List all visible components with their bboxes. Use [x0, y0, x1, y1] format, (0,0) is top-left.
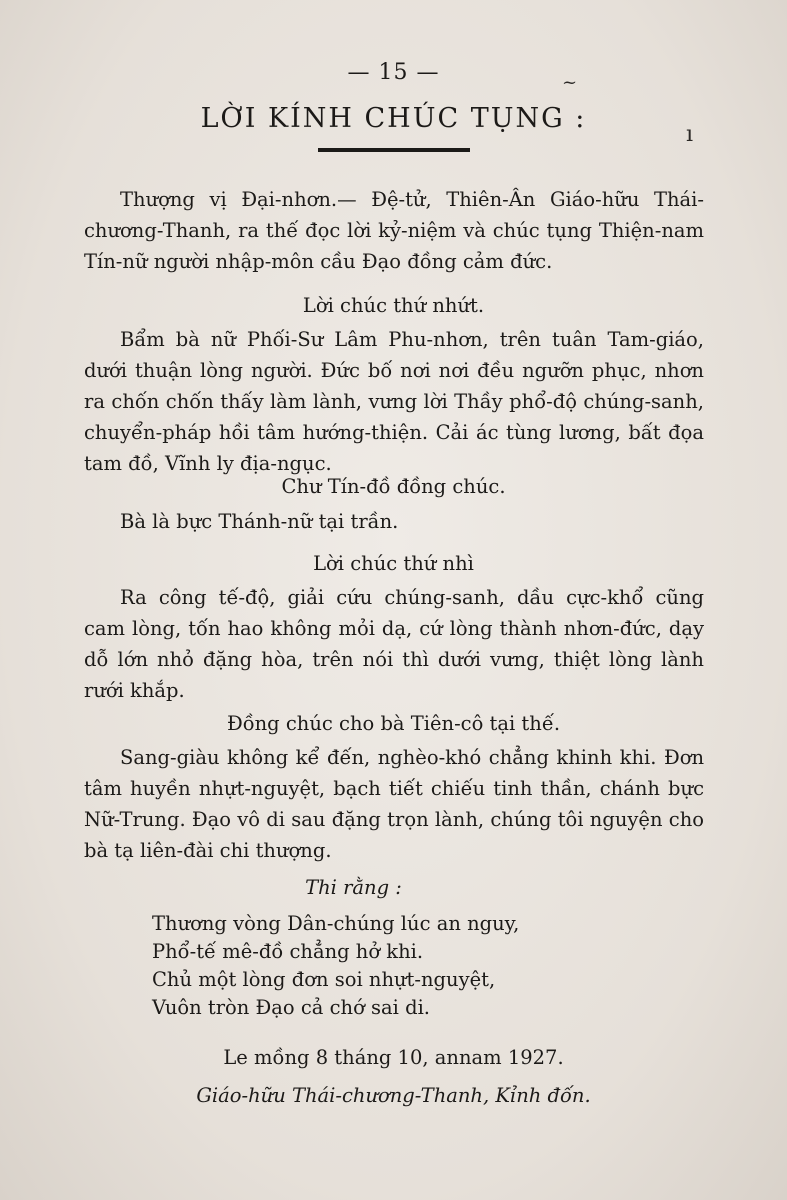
poem-line: Phổ-tế mê-đồ chẳng hở khi. — [152, 940, 424, 963]
section2-body: Ra công tế-độ, giải cứu chúng-sanh, dầu cực-khổ cũng cam lòng, tốn hao không mỏi dạ, cứ lòng thành nhơn-đức, dạy dỗ lớn nhỏ đặng hòa, trên nói thì dưới vưng, thiệt lòng lành rưới khắp. — [84, 586, 704, 702]
chorus-body: Bà là bực Thánh-nữ tại trần. — [120, 510, 399, 533]
intro-paragraph: Thượng vị Đại-nhơn.— Đệ-tử, Thiên-Ân Giáo-hữu Thái-chương-Thanh, ra thế đọc lời kỷ-niệm và chúc tụng Thiện-nam Tín-nữ người nhập-môn cầu Đạo đồng cảm đức. — [84, 188, 704, 273]
page-title: LỜI KÍNH CHÚC TỤNG : — [200, 103, 587, 134]
stray-mark: ı — [686, 122, 694, 147]
poem-line: Vuôn tròn Đạo cả chớ sai di. — [152, 996, 430, 1019]
signature-line: Giáo-hữu Thái-chương-Thanh, Kỉnh đốn. — [196, 1084, 591, 1107]
chorus-heading: Chư Tín-đồ đồng chúc. — [281, 475, 506, 498]
section3-body: Sang-giàu không kể đến, nghèo-khó chẳng khinh khi. Đơn tâm huyền nhựt-nguyệt, bạch tiết chiếu tinh thần, chánh bực Nữ-Trung. Đạo vô di sau đặng trọn lành, chúng tôi nguyện cho bà tạ liên-đài chi thượng. — [84, 746, 704, 862]
section1-body: Bẩm bà nữ Phối-Sư Lâm Phu-nhơn, trên tuân Tam-giáo, dưới thuận lòng người. Đức bố nơi nơi đều ngưỡn phục, nhơn ra chốn chốn thấy làm lành, vưng lời Thầy phổ-độ chúng-sanh, chuyển-pháp hồi tâm hướng-thiện. Cải ác tùng lương, bất đọa tam đồ, Vĩnh ly địa-ngục. — [84, 328, 704, 475]
title-underline — [318, 148, 470, 152]
poem-line: Chủ một lòng đơn soi nhựt-nguyệt, — [152, 968, 496, 991]
poem-block — [152, 910, 519, 1022]
page-number: — 15 — — [347, 60, 440, 85]
section1-heading: Lời chúc thứ nhứt. — [302, 294, 485, 317]
poem-line: Thương vòng Dân-chúng lúc an nguy, — [152, 912, 520, 935]
poem-heading: Thi rằng : — [305, 876, 402, 899]
stray-mark: ~ — [562, 72, 578, 93]
section2-heading: Lời chúc thứ nhì — [313, 552, 474, 575]
date-line: Le mồng 8 tháng 10, annam 1927. — [223, 1046, 564, 1069]
section3-heading: Đồng chúc cho bà Tiên-cô tại thế. — [226, 712, 561, 735]
